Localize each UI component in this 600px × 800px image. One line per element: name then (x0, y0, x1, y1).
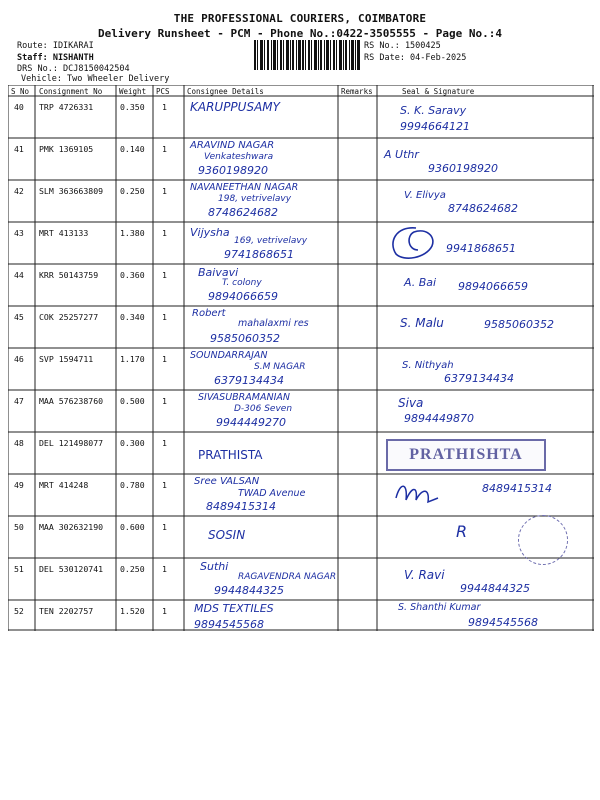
signature-handwriting: Siva (398, 396, 424, 410)
consignee-handwriting: 9894545568 (194, 618, 264, 631)
consignee-handwriting: Suthi (200, 560, 229, 573)
table-row (8, 138, 594, 180)
consignee-handwriting: 8748624682 (208, 206, 278, 219)
row-consignment: DEL 530120741 (39, 564, 104, 574)
consignee-handwriting: SOUNDARRAJAN (190, 350, 268, 361)
signature-phone: 9941868651 (446, 242, 516, 255)
col-header-remarks: Remarks (341, 87, 373, 96)
row-weight: 0.350 (120, 102, 145, 112)
row-weight: 0.780 (120, 480, 145, 490)
row-sno: 41 (14, 144, 24, 154)
consignee-handwriting: KARUPPUSAMY (190, 100, 280, 114)
consignee-handwriting: MDS TEXTILES (194, 602, 274, 615)
signature-phone: 9360198920 (428, 162, 498, 175)
row-pcs: 1 (162, 270, 167, 280)
row-pcs: 1 (162, 564, 167, 574)
row-weight: 0.300 (120, 438, 145, 448)
signature-scribble (386, 224, 442, 262)
row-consignment: TRP 4726331 (39, 102, 94, 112)
row-consignment: TEN 2202757 (39, 606, 94, 616)
row-pcs: 1 (162, 312, 167, 322)
row-pcs: 1 (162, 354, 167, 364)
row-weight: 1.520 (120, 606, 145, 616)
staff-label: Staff: NISHANTH (17, 53, 94, 63)
row-pcs: 1 (162, 228, 167, 238)
row-pcs: 1 (162, 102, 167, 112)
row-consignment: DEL 121498077 (39, 438, 104, 448)
signature-phone: 9894545568 (468, 616, 538, 629)
table-row (8, 558, 594, 600)
row-sno: 46 (14, 354, 24, 364)
consignee-handwriting: 9944844325 (214, 584, 284, 597)
row-sno: 51 (14, 564, 24, 574)
row-pcs: 1 (162, 438, 167, 448)
consignee-handwriting: Sree VALSAN (194, 476, 260, 487)
consignee-handwriting: Venkateshwara (204, 152, 274, 162)
consignee-handwriting: SOSIN (208, 528, 246, 542)
col-header-consignment: Consignment No (39, 87, 103, 96)
table-row (8, 180, 594, 222)
drs-label: DRS No.: DCJ8150042504 (17, 64, 130, 74)
table-row (8, 600, 594, 630)
route-label: Route: IDIKARAI (17, 41, 94, 51)
row-consignment: MRT 414248 (39, 480, 89, 490)
consignee-handwriting: mahalaxmi res (238, 318, 309, 329)
consignee-handwriting: 9894066659 (208, 290, 278, 303)
row-consignment: MAA 302632190 (39, 522, 104, 532)
col-header-sno: S No (11, 87, 30, 96)
signature-phone: 8489415314 (482, 482, 552, 495)
row-sno: 50 (14, 522, 24, 532)
row-consignment: COK 25257277 (39, 312, 99, 322)
signature-phone: 8748624682 (448, 202, 518, 215)
row-sno: 49 (14, 480, 24, 490)
consignee-handwriting: TWAD Avenue (238, 488, 306, 499)
table-row (8, 390, 594, 432)
document-title: THE PROFESSIONAL COURIERS, COIMBATORE (173, 12, 427, 25)
row-pcs: 1 (162, 396, 167, 406)
table-row (8, 306, 594, 348)
signature-phone: 6379134434 (444, 372, 514, 385)
consignee-handwriting: Vijysha (190, 226, 230, 239)
row-sno: 52 (14, 606, 24, 616)
signature-scribble (392, 478, 442, 508)
consignee-handwriting: 9585060352 (210, 332, 280, 345)
row-weight: 0.500 (120, 396, 145, 406)
row-pcs: 1 (162, 186, 167, 196)
col-header-seal-signature: Seal & Signature (402, 87, 475, 96)
signature-handwriting: R (456, 522, 468, 541)
consignee-handwriting: NAVANEETHAN NAGAR (190, 182, 299, 193)
signature-phone: 9894449870 (404, 412, 474, 425)
consignee-handwriting: 6379134434 (214, 374, 284, 387)
rs-number: RS No.: 1500425 (364, 41, 441, 51)
row-sno: 40 (14, 102, 24, 112)
row-weight: 1.380 (120, 228, 145, 238)
row-pcs: 1 (162, 606, 167, 616)
table-row (8, 474, 594, 516)
row-consignment: MRT 413133 (39, 228, 89, 238)
row-sno: 43 (14, 228, 24, 238)
row-weight: 0.600 (120, 522, 145, 532)
consignee-handwriting: SIVASUBRAMANIAN (198, 392, 290, 403)
row-consignment: SLM 363663809 (39, 186, 104, 196)
rs-date: RS Date: 04-Feb-2025 (364, 53, 467, 63)
consignee-handwriting: Robert (192, 308, 226, 319)
signature-phone: 9894066659 (458, 280, 528, 293)
row-sno: 42 (14, 186, 24, 196)
row-sno: 47 (14, 396, 24, 406)
consignee-handwriting: T. colony (222, 278, 262, 288)
consignee-handwriting: S.M NAGAR (254, 362, 306, 372)
row-consignment: PMK 1369105 (39, 144, 94, 154)
document-subtitle: Delivery Runsheet - PCM - Phone No.:0422-3505555 - Page No.:4 (98, 27, 502, 40)
row-weight: 0.250 (120, 564, 145, 574)
row-weight: 0.140 (120, 144, 145, 154)
vehicle-label: Vehicle: Two Wheeler Delivery (21, 74, 170, 84)
row-sno: 48 (14, 438, 24, 448)
row-sno: 44 (14, 270, 24, 280)
signature-phone: 9994664121 (400, 120, 470, 133)
row-pcs: 1 (162, 480, 167, 490)
consignee-handwriting: 9360198920 (198, 164, 268, 177)
consignee-handwriting: 169, vetrivelavy (234, 236, 308, 246)
signature-handwriting: S. Malu (400, 316, 444, 330)
row-sno: 45 (14, 312, 24, 322)
company-stamp: PRATHISHTA (386, 439, 546, 471)
row-pcs: 1 (162, 144, 167, 154)
col-header-weight: Weight (119, 87, 147, 96)
signature-handwriting: S. Nithyah (402, 360, 454, 371)
consignee-handwriting: PRATHISTA (198, 448, 263, 462)
signature-handwriting: S. Shanthi Kumar (398, 602, 481, 613)
table-row (8, 516, 594, 558)
signature-handwriting: S. K. Saravy (400, 104, 467, 117)
consignee-handwriting: Baivavi (198, 266, 239, 279)
row-weight: 0.340 (120, 312, 145, 322)
table-row (8, 96, 594, 138)
consignee-handwriting: 198, vetrivelavy (218, 194, 292, 204)
table-row (8, 264, 594, 306)
consignee-handwriting: 9741868651 (224, 248, 294, 261)
signature-phone: 9585060352 (484, 318, 554, 331)
signature-handwriting: V. Elivya (404, 190, 446, 201)
table-row (8, 222, 594, 264)
row-weight: 1.170 (120, 354, 145, 364)
consignee-handwriting: 9944449270 (216, 416, 286, 429)
row-consignment: MAA 576238760 (39, 396, 104, 406)
consignee-handwriting: ARAVIND NAGAR (190, 140, 275, 151)
signature-handwriting: A. Bai (404, 276, 437, 289)
row-weight: 0.360 (120, 270, 145, 280)
signature-handwriting: V. Ravi (404, 568, 445, 582)
consignee-handwriting: D-306 Seven (234, 404, 293, 414)
consignee-handwriting: RAGAVENDRA NAGAR (238, 572, 337, 582)
table-row (8, 348, 594, 390)
row-pcs: 1 (162, 522, 167, 532)
consignee-handwriting: 8489415314 (206, 500, 276, 513)
col-header-pcs: PCS (156, 87, 170, 96)
row-consignment: SVP 1594711 (39, 354, 94, 364)
row-weight: 0.250 (120, 186, 145, 196)
signature-phone: 9944844325 (460, 582, 530, 595)
signature-handwriting: A Uthr (384, 148, 419, 161)
col-header-consignee: Consignee Details (187, 87, 264, 96)
row-consignment: KRR 50143759 (39, 270, 99, 280)
barcode (254, 40, 360, 70)
